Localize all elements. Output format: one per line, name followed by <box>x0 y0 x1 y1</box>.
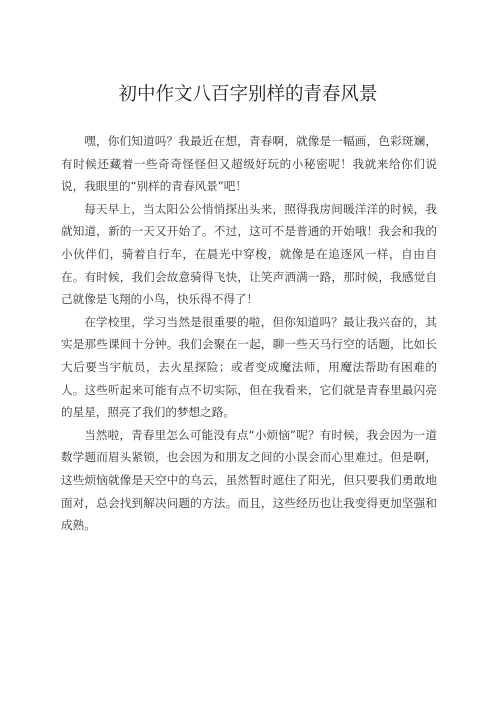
paragraph-2: 每天早上，当太阳公公悄悄探出头来，照得我房间暖洋洋的时候，我就知道，新的一天又开始了。不过，这可不是普通的开始哦！我会和我的小伙伴们，骑着自行车，在晨光中穿梭，就像是在追逐风一样，自由自在。有时候，我们会故意骑得飞快，让笑声洒满一路，那时候，我感觉自己就像是飞翔的小鸟，快乐得不得了！ <box>61 201 437 307</box>
document-title: 初中作文八百字别样的青春风景 <box>118 84 378 105</box>
document-body <box>61 130 437 537</box>
paragraph-3: 在学校里，学习当然是很重要的啦，但你知道吗？最让我兴奋的，其实是那些课间十分钟。我们会聚在一起，聊一些天马行空的话题，比如长大后要当宇航员，去火星探险；或者变成魔法师，用魔法帮助有困难的人。这些听起来可能有点不切实际，但在我看来，它们就是青春里最闪亮的星星，照亮了我们的梦想之路。 <box>61 314 437 420</box>
paragraph-1: 嘿，你们知道吗？我最近在想，青春啊，就像是一幅画，色彩斑斓，有时候还藏着一些奇奇怪怪但又超级好玩的小秘密呢！我就来给你们说说，我眼里的“别样的青春风景”吧！ <box>61 134 437 194</box>
paragraph-4: 当然啦，青春里怎么可能没有点“小烦恼”呢？有时候，我会因为一道数学题而眉头紧锁，也会因为和朋友之间的小误会而心里难过。但是啊，这些烦恼就像是天空中的乌云，虽然暂时遮住了阳光，但只要我们勇敢地面对，总会找到解决问题的方法。而且，这些经历也让我变得更加坚强和成熟。 <box>61 427 437 533</box>
